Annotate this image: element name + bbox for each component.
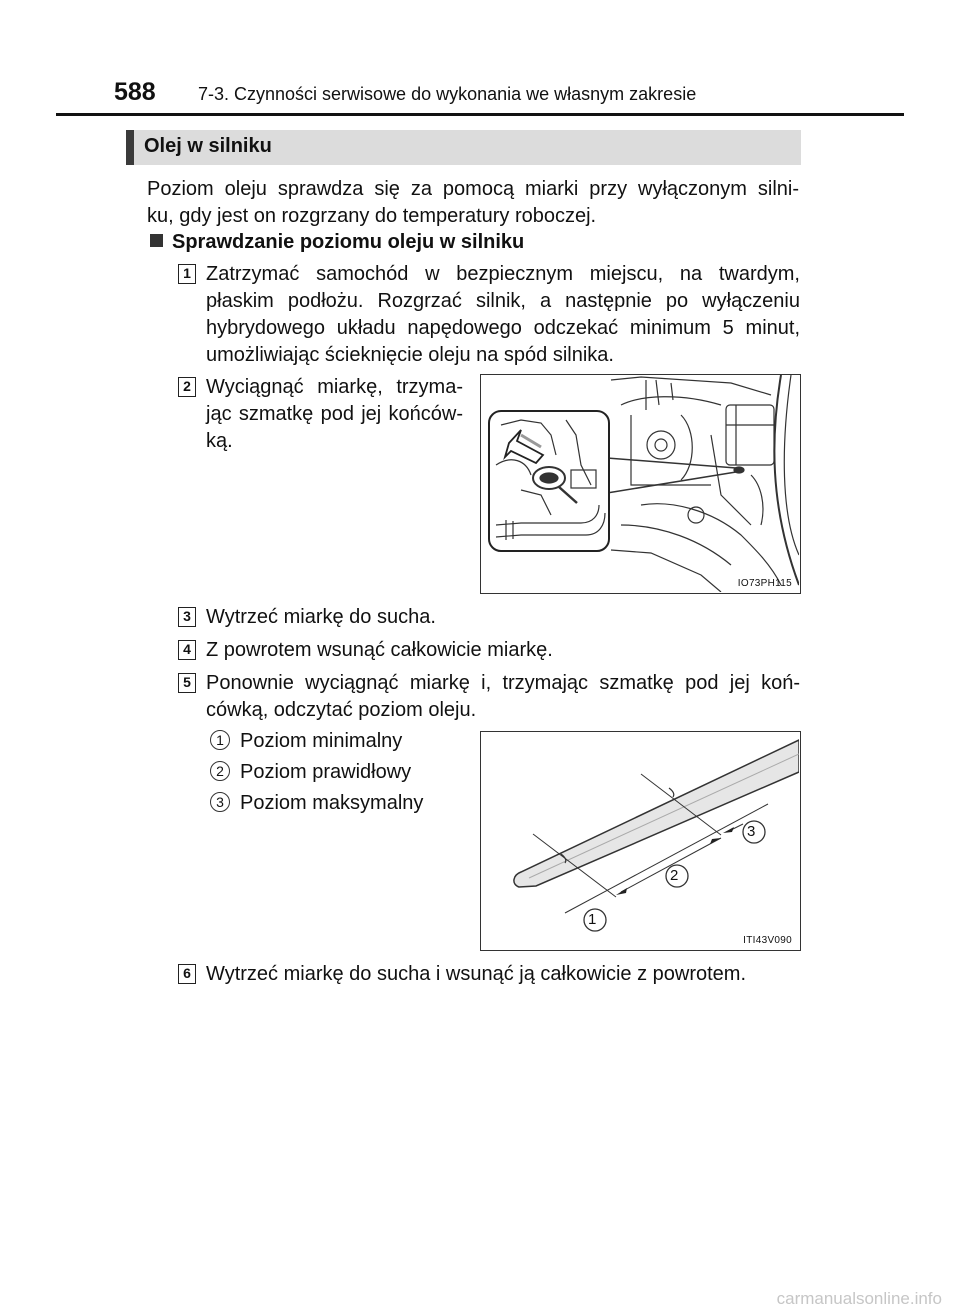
intro-paragraph: [147, 176, 799, 230]
watermark: carmanualsonline.info: [776, 1289, 942, 1308]
subheading-text: Sprawdzanie poziomu oleju w silniku: [172, 231, 525, 253]
level-label: Poziom minimalny: [240, 730, 403, 752]
chapter-title: 7-3. Czynności serwisowe do wykonania we własnym zakresie: [198, 84, 697, 104]
step-line: umożliwiając ścieknięcie oleju na spód silnika.: [206, 344, 614, 366]
page-number: 588: [114, 78, 156, 106]
step-line: jąc szmatkę pod jej końców-: [206, 403, 463, 425]
step-number-4: 4: [178, 640, 196, 660]
level-legend-item: [210, 761, 411, 784]
step-6-text: Wytrzeć miarkę do sucha i wsunąć ją całkowicie z powrotem.: [206, 963, 747, 985]
dipstick-illustration: [481, 732, 799, 949]
dipstick-figure: [480, 731, 801, 951]
figure-code: IO73PH115: [737, 578, 792, 589]
step-number-3: 3: [178, 607, 196, 627]
level-label: Poziom maksymalny: [240, 792, 424, 814]
circled-number: 3: [210, 792, 230, 812]
section-header-bar: [126, 130, 134, 165]
level-legend-item: [210, 792, 423, 815]
step-line: cówką, odczytać poziom oleju.: [206, 699, 477, 721]
engine-illustration: [481, 375, 799, 592]
subheading: [150, 231, 524, 254]
step-line: ką.: [206, 430, 233, 452]
callout-number-3: 3: [747, 823, 756, 840]
step-number-6: 6: [178, 964, 196, 984]
header-rule: [56, 113, 904, 116]
step-number-1: 1: [178, 264, 196, 284]
intro-line: Poziom oleju sprawdza się za pomocą miarki przy wyłączonym silni-: [147, 178, 799, 200]
intro-line: ku, gdy jest on rozgrzany do temperatury roboczej.: [147, 205, 597, 227]
engine-figure: [480, 374, 801, 594]
circled-number: 1: [210, 730, 230, 750]
callout-number-2: 2: [670, 867, 679, 884]
step-line: Wyciągnąć miarkę, trzyma-: [206, 376, 463, 398]
step-1-text: [206, 261, 800, 369]
step-line: Ponownie wyciągnąć miarkę i, trzymając szmatkę pod jej koń-: [206, 672, 800, 694]
callout-number-1: 1: [588, 911, 597, 928]
step-2-text: [206, 374, 463, 455]
step-number-5: 5: [178, 673, 196, 693]
figure-code: ITI43V090: [743, 935, 792, 946]
level-label: Poziom prawidłowy: [240, 761, 412, 783]
step-number-2: 2: [178, 377, 196, 397]
step-line: hybrydowego układu napędowego odczekać minimum 5 minut,: [206, 317, 800, 339]
step-5-text: [206, 670, 800, 724]
step-line: Zatrzymać samochód w bezpiecznym miejscu, na twardym,: [206, 263, 800, 285]
step-4-text: Z powrotem wsunąć całkowicie miarkę.: [206, 639, 553, 661]
circled-number: 2: [210, 761, 230, 781]
section-header: [126, 130, 801, 165]
section-title: Olej w silniku: [144, 135, 272, 157]
step-3-text: Wytrzeć miarkę do sucha.: [206, 606, 436, 628]
square-bullet-icon: [150, 234, 163, 247]
level-legend-item: [210, 730, 402, 753]
step-line: płaskim podłożu. Rozgrzać silnik, a następnie po wyłączeniu: [206, 290, 800, 312]
